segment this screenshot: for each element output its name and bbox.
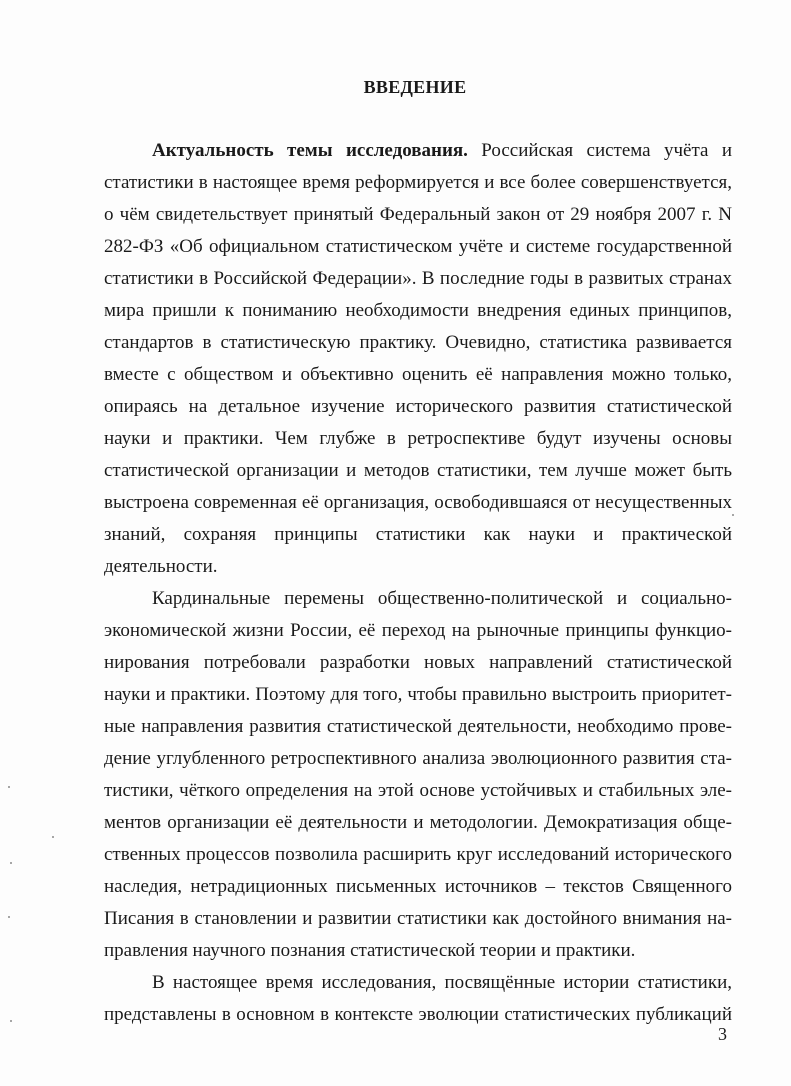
- text-line: статистики в настоящее время реформируется и все более совершенствуется,: [104, 172, 732, 193]
- text-line: 282-ФЗ «Об официальном статистическом учёте и системе государственной: [104, 236, 732, 257]
- text-line: правления научного познания статистической теории и практики.: [104, 940, 636, 961]
- text-line: нирования потребовали разработки новых направлений статистической: [104, 652, 732, 673]
- text-line: науки и практики. Поэтому для того, чтобы правильно выстроить приоритет-: [104, 684, 732, 705]
- text-line: мира пришли к пониманию необходимости внедрения единых принципов,: [104, 300, 732, 321]
- text-line: выстроена современная её организация, освободившаяся от несущественных: [104, 492, 732, 513]
- text-line: [152, 136, 732, 166]
- scan-speck: [8, 916, 10, 918]
- text-line: о чём свидетельствует принятый Федеральный закон от 29 ноября 2007 г. N: [104, 204, 732, 225]
- text-line: представлены в основном в контексте эволюции статистических публикаций: [104, 1004, 732, 1025]
- scan-speck: [10, 1020, 12, 1022]
- text-line: тистики, чёткого определения на этой основе устойчивых и стабильных эле-: [104, 780, 732, 801]
- text-line: знаний, сохраняя принципы статистики как науки и практической: [104, 524, 732, 545]
- text-line: ментов организации её деятельности и методологии. Демократизация обще-: [104, 812, 732, 833]
- scan-speck: [732, 514, 734, 516]
- text-line: деятельности.: [104, 556, 218, 577]
- text-line: статистики в Российской Федерации». В последние годы в развитых странах: [104, 268, 732, 289]
- text-line: наследия, нетрадиционных письменных источников – текстов Священного: [104, 876, 732, 897]
- text-line: опираясь на детальное изучение исторического развития статистической: [104, 396, 732, 417]
- scan-speck: [8, 786, 10, 788]
- bold-lead-in: Актуальность темы исследования.: [152, 140, 468, 161]
- text-line: экономической жизни России, её переход на рыночные принципы функцио-: [104, 620, 732, 641]
- page-title: ВВЕДЕНИЕ: [363, 77, 467, 97]
- text-line: статистической организации и методов статистики, тем лучше может быть: [104, 460, 732, 481]
- text-line: ные направления развития статистической деятельности, необходимо прове-: [104, 716, 732, 737]
- text-line: Писания в становлении и развитии статистики как достойного внимания на-: [104, 908, 732, 929]
- text-line: дение углубленного ретроспективного анализа эволюционного развития ста-: [104, 748, 732, 769]
- text-line: ственных процессов позволила расширить круг исследований исторического: [104, 844, 732, 865]
- page-number: 3: [718, 1024, 727, 1044]
- line-text: Российская система учёта и: [467, 140, 732, 161]
- text-line: стандартов в статистическую практику. Очевидно, статистика развивается: [104, 332, 732, 353]
- text-line: науки и практики. Чем глубже в ретроспективе будут изучены основы: [104, 428, 732, 449]
- text-line: Кардинальные перемены общественно-политической и социально-: [152, 588, 732, 609]
- scan-speck: [52, 836, 54, 838]
- text-line: вместе с обществом и объективно оценить её направления можно только,: [104, 364, 732, 385]
- text-line: В настоящее время исследования, посвящённые истории статистики,: [152, 972, 732, 993]
- scan-speck: [10, 862, 12, 864]
